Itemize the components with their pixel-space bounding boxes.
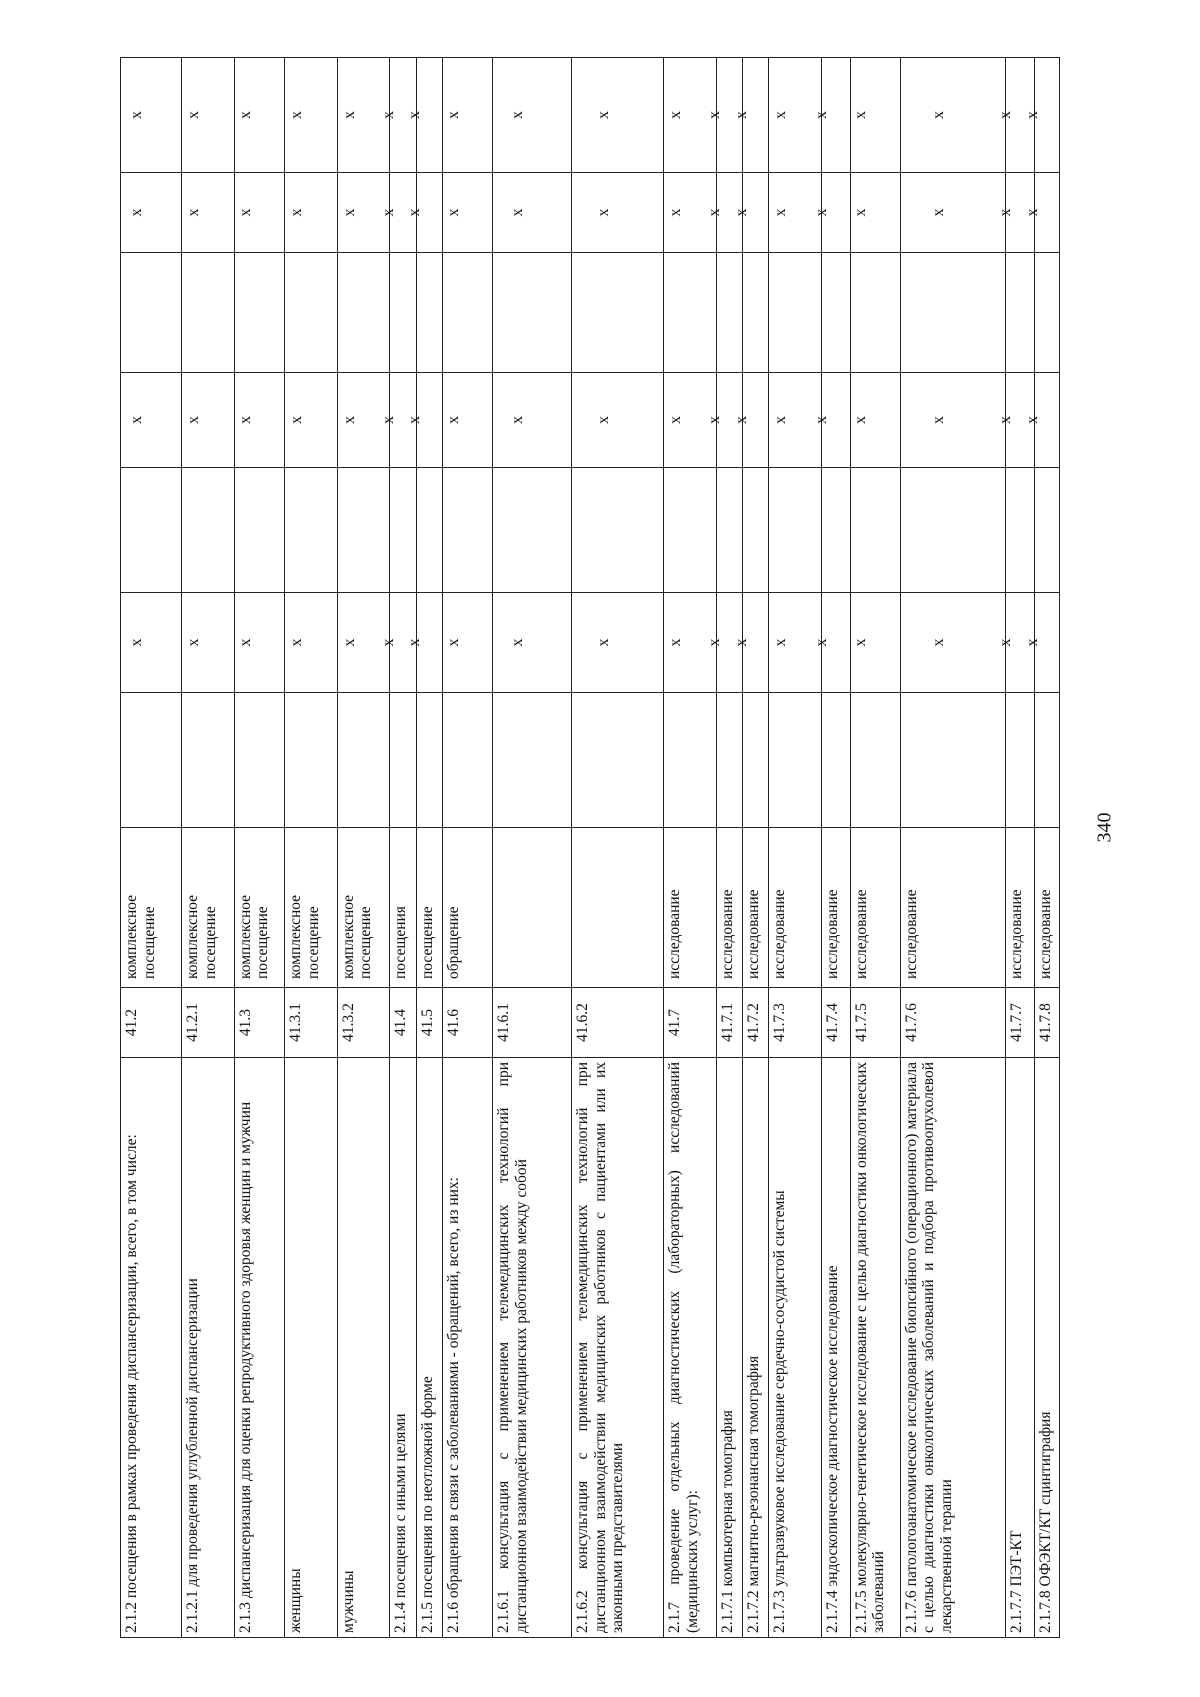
- empty-cell: [822, 693, 850, 828]
- not-applicable-mark-cell: [900, 173, 1005, 253]
- row-unit-cell: исследование: [900, 828, 1005, 988]
- empty-cell: [664, 468, 717, 593]
- table-row: [1006, 58, 1034, 1638]
- not-applicable-mark: x: [185, 111, 203, 119]
- row-code-cell: 41.7.2: [743, 988, 769, 1058]
- row-code-cell: 41.2: [121, 988, 182, 1058]
- not-applicable-mark-cell: [406, 593, 442, 693]
- not-applicable-mark: x: [444, 111, 462, 119]
- row-unit-cell: обращение: [443, 828, 493, 988]
- not-applicable-mark: x: [380, 111, 398, 119]
- empty-cell: [900, 253, 1005, 373]
- row-unit-cell: [493, 828, 572, 988]
- not-applicable-mark-cell: [443, 373, 493, 468]
- not-applicable-mark: x: [732, 416, 750, 424]
- row-name-cell: 2.1.4 посещения с иными целями: [390, 1058, 416, 1638]
- row-name-cell: 2.1.6.1 консультация с применением телемедицинских технологий при дистанционном взаимодействии медицинских работников между собой: [493, 1058, 572, 1638]
- not-applicable-mark: x: [852, 111, 870, 119]
- row-unit-cell: комплексное посещение: [337, 828, 390, 988]
- not-applicable-mark: x: [732, 111, 750, 119]
- not-applicable-mark-cell: [234, 58, 284, 173]
- not-applicable-mark: x: [594, 416, 612, 424]
- not-applicable-mark: x: [996, 416, 1014, 424]
- row-code-cell: 41.7.1: [716, 988, 742, 1058]
- table-row: [900, 58, 1005, 1638]
- empty-cell: [121, 693, 182, 828]
- not-applicable-mark: x: [812, 208, 830, 217]
- page-number: 340: [1093, 812, 1116, 843]
- table-row: [850, 58, 900, 1638]
- row-code-cell: 41.7.8: [1034, 988, 1059, 1058]
- empty-cell: [390, 253, 416, 373]
- not-applicable-mark: x: [509, 208, 527, 217]
- row-code-cell: 41.4: [390, 988, 416, 1058]
- empty-cell: [443, 253, 493, 373]
- row-name-cell: 2.1.2 посещения в рамках проведения диспансеризации, всего, в том числе:: [121, 1058, 182, 1638]
- not-applicable-mark-cell: [812, 58, 850, 173]
- not-applicable-mark-cell: [732, 373, 769, 468]
- row-name-cell: женщины: [285, 1058, 338, 1638]
- not-applicable-mark-cell: [182, 373, 235, 468]
- empty-cell: [769, 693, 822, 828]
- not-applicable-mark: x: [288, 208, 306, 217]
- not-applicable-mark: x: [812, 111, 830, 119]
- empty-cell: [443, 693, 493, 828]
- row-code-cell: 41.7.6: [900, 988, 1005, 1058]
- table-row: [1034, 58, 1059, 1638]
- not-applicable-mark-cell: [285, 373, 338, 468]
- not-applicable-mark: x: [288, 111, 306, 119]
- table-row: [182, 58, 235, 1638]
- not-applicable-mark-cell: [900, 373, 1005, 468]
- row-unit-cell: посещение: [416, 828, 442, 988]
- row-code-cell: 41.3.1: [285, 988, 338, 1058]
- not-applicable-mark-cell: [812, 593, 850, 693]
- empty-cell: [493, 468, 572, 593]
- not-applicable-mark: x: [236, 111, 254, 119]
- not-applicable-mark-cell: [850, 173, 900, 253]
- not-applicable-mark: x: [706, 638, 724, 647]
- empty-cell: [743, 693, 769, 828]
- not-applicable-mark-cell: [1023, 593, 1059, 693]
- row-code-cell: 41.6: [443, 988, 493, 1058]
- empty-cell: [337, 693, 390, 828]
- not-applicable-mark: x: [732, 638, 750, 647]
- data-table: [120, 57, 1060, 1638]
- not-applicable-mark-cell: [1023, 58, 1059, 173]
- not-applicable-mark: x: [380, 208, 398, 217]
- not-applicable-mark: x: [732, 208, 750, 217]
- row-name-cell: 2.1.7.7 ПЭТ-КТ: [1006, 1058, 1034, 1638]
- not-applicable-mark: x: [852, 638, 870, 647]
- not-applicable-mark-cell: [285, 58, 338, 173]
- empty-cell: [822, 468, 850, 593]
- not-applicable-mark: x: [772, 111, 790, 119]
- not-applicable-mark: x: [772, 416, 790, 424]
- table-row: [390, 58, 416, 1638]
- row-name-cell: 2.1.7.6 патологоанатомическое исследование биопсийного (операционного) материала с целью диагностики онкологических заболеваний и подбора противоопухолевой лекарственной терапии: [900, 1058, 1005, 1638]
- not-applicable-mark-cell: [493, 373, 572, 468]
- not-applicable-mark: x: [288, 416, 306, 424]
- row-name-cell: 2.1.7.2 магнитно-резонансная томография: [743, 1058, 769, 1638]
- not-applicable-mark: x: [594, 638, 612, 647]
- not-applicable-mark-cell: [1023, 373, 1059, 468]
- row-unit-cell: исследование: [743, 828, 769, 988]
- row-unit-cell: исследование: [716, 828, 742, 988]
- row-unit-cell: комплексное посещение: [234, 828, 284, 988]
- not-applicable-mark: x: [444, 638, 462, 647]
- not-applicable-mark-cell: [406, 58, 442, 173]
- empty-cell: [769, 253, 822, 373]
- not-applicable-mark-cell: [900, 58, 1005, 173]
- not-applicable-mark: x: [929, 208, 947, 217]
- empty-cell: [182, 693, 235, 828]
- row-name-cell: 2.1.3 диспансеризация для оценки репродуктивного здоровья женщин и мужчин: [234, 1058, 284, 1638]
- not-applicable-mark: x: [1023, 416, 1041, 424]
- row-unit-cell: исследование: [769, 828, 822, 988]
- not-applicable-mark: x: [706, 416, 724, 424]
- not-applicable-mark-cell: [234, 373, 284, 468]
- not-applicable-mark-cell: [812, 373, 850, 468]
- not-applicable-mark: x: [929, 111, 947, 119]
- not-applicable-mark: x: [406, 208, 424, 217]
- not-applicable-mark-cell: [285, 173, 338, 253]
- row-unit-cell: комплексное посещение: [182, 828, 235, 988]
- empty-cell: [1006, 253, 1034, 373]
- table-row: [822, 58, 850, 1638]
- row-code-cell: 41.3.2: [337, 988, 390, 1058]
- row-unit-cell: исследование: [822, 828, 850, 988]
- empty-cell: [285, 693, 338, 828]
- not-applicable-mark: x: [236, 416, 254, 424]
- row-code-cell: 41.2.1: [182, 988, 235, 1058]
- empty-cell: [850, 693, 900, 828]
- not-applicable-mark: x: [929, 638, 947, 647]
- table-row: [443, 58, 493, 1638]
- not-applicable-mark: x: [772, 638, 790, 647]
- row-name-cell: 2.1.7.1 компьютерная томография: [716, 1058, 742, 1638]
- empty-cell: [716, 693, 742, 828]
- not-applicable-mark: x: [509, 416, 527, 424]
- not-applicable-mark: x: [1023, 111, 1041, 119]
- not-applicable-mark-cell: [572, 173, 664, 253]
- row-name-cell: 2.1.5 посещения по неотложной форме: [416, 1058, 442, 1638]
- row-name-cell: 2.1.7.3 ультразвуковое исследование сердечно-сосудистой системы: [769, 1058, 822, 1638]
- table-row: [234, 58, 284, 1638]
- rotated-page: [120, 58, 1060, 1638]
- not-applicable-mark: x: [444, 416, 462, 424]
- not-applicable-mark: x: [594, 111, 612, 119]
- not-applicable-mark: x: [1023, 208, 1041, 217]
- not-applicable-mark-cell: [121, 58, 182, 173]
- row-unit-cell: [572, 828, 664, 988]
- empty-cell: [337, 468, 390, 593]
- table-row: [337, 58, 390, 1638]
- not-applicable-mark-cell: [732, 173, 769, 253]
- not-applicable-mark-cell: [900, 593, 1005, 693]
- not-applicable-mark-cell: [493, 173, 572, 253]
- not-applicable-mark: x: [288, 638, 306, 647]
- not-applicable-mark-cell: [182, 173, 235, 253]
- table-row: [743, 58, 769, 1638]
- empty-cell: [769, 468, 822, 593]
- empty-cell: [416, 253, 442, 373]
- not-applicable-mark: x: [772, 208, 790, 217]
- not-applicable-mark: x: [128, 111, 146, 119]
- not-applicable-mark-cell: [182, 58, 235, 173]
- empty-cell: [285, 253, 338, 373]
- empty-cell: [234, 468, 284, 593]
- row-code-cell: 41.7.5: [850, 988, 900, 1058]
- not-applicable-mark: x: [128, 208, 146, 217]
- empty-cell: [822, 253, 850, 373]
- row-code-cell: 41.3: [234, 988, 284, 1058]
- not-applicable-mark-cell: [493, 58, 572, 173]
- table-row: [416, 58, 442, 1638]
- row-name-cell: 2.1.6.2 консультация с применением телемедицинских технологий при дистанционном взаимодействии медицинских работников с пациентами или их законными представителями: [572, 1058, 664, 1638]
- empty-cell: [743, 468, 769, 593]
- not-applicable-mark: x: [380, 416, 398, 424]
- table-row: [769, 58, 822, 1638]
- not-applicable-mark: x: [852, 416, 870, 424]
- row-unit-cell: исследование: [850, 828, 900, 988]
- row-code-cell: 41.7.3: [769, 988, 822, 1058]
- empty-cell: [493, 693, 572, 828]
- not-applicable-mark-cell: [406, 373, 442, 468]
- empty-cell: [664, 253, 717, 373]
- empty-cell: [664, 693, 717, 828]
- empty-cell: [900, 693, 1005, 828]
- row-unit-cell: комплексное посещение: [285, 828, 338, 988]
- empty-cell: [390, 468, 416, 593]
- row-code-cell: 41.6.1: [493, 988, 572, 1058]
- table-row: [493, 58, 572, 1638]
- not-applicable-mark: x: [406, 111, 424, 119]
- empty-cell: [182, 253, 235, 373]
- row-name-cell: 2.1.6 обращения в связи с заболеваниями - обращений, всего, из них:: [443, 1058, 493, 1638]
- not-applicable-mark: x: [380, 638, 398, 647]
- table-row: [121, 58, 182, 1638]
- empty-cell: [572, 693, 664, 828]
- not-applicable-mark: x: [406, 638, 424, 647]
- not-applicable-mark-cell: [850, 593, 900, 693]
- row-name-cell: 2.1.7.4 эндоскопическое диагностическое исследование: [822, 1058, 850, 1638]
- table-row: [664, 58, 717, 1638]
- not-applicable-mark: x: [128, 638, 146, 647]
- row-name-cell: мужчины: [337, 1058, 390, 1638]
- row-name-cell: 2.1.7.5 молекулярно-генетическое исследование с целью диагностики онкологических заболеваний: [850, 1058, 900, 1638]
- empty-cell: [743, 253, 769, 373]
- not-applicable-mark: x: [667, 638, 685, 647]
- not-applicable-mark: x: [236, 208, 254, 217]
- row-code-cell: 41.5: [416, 988, 442, 1058]
- row-name-cell: 2.1.7 проведение отдельных диагностических (лабораторных) исследований (медицинских услуг):: [664, 1058, 717, 1638]
- empty-cell: [1034, 693, 1059, 828]
- empty-cell: [390, 693, 416, 828]
- not-applicable-mark: x: [236, 638, 254, 647]
- not-applicable-mark-cell: [1023, 173, 1059, 253]
- not-applicable-mark: x: [185, 638, 203, 647]
- not-applicable-mark: x: [185, 208, 203, 217]
- not-applicable-mark: x: [128, 416, 146, 424]
- not-applicable-mark-cell: [572, 58, 664, 173]
- row-unit-cell: исследование: [664, 828, 717, 988]
- not-applicable-mark: x: [406, 416, 424, 424]
- empty-cell: [1006, 693, 1034, 828]
- empty-cell: [285, 468, 338, 593]
- not-applicable-mark-cell: [732, 593, 769, 693]
- not-applicable-mark-cell: [812, 173, 850, 253]
- empty-cell: [337, 253, 390, 373]
- row-code-cell: 41.7: [664, 988, 717, 1058]
- not-applicable-mark-cell: [285, 593, 338, 693]
- not-applicable-mark-cell: [121, 593, 182, 693]
- not-applicable-mark-cell: [493, 593, 572, 693]
- not-applicable-mark: x: [340, 638, 358, 647]
- empty-cell: [416, 468, 442, 593]
- row-name-cell: 2.1.2.1 для проведения углубленной диспансеризации: [182, 1058, 235, 1638]
- not-applicable-mark: x: [667, 416, 685, 424]
- table-row: [285, 58, 338, 1638]
- row-code-cell: 41.6.2: [572, 988, 664, 1058]
- not-applicable-mark: x: [667, 111, 685, 119]
- empty-cell: [716, 253, 742, 373]
- not-applicable-mark-cell: [572, 373, 664, 468]
- empty-cell: [1034, 468, 1059, 593]
- not-applicable-mark: x: [667, 208, 685, 217]
- not-applicable-mark: x: [812, 638, 830, 647]
- empty-cell: [1034, 253, 1059, 373]
- empty-cell: [850, 253, 900, 373]
- not-applicable-mark: x: [509, 111, 527, 119]
- not-applicable-mark: x: [852, 208, 870, 217]
- not-applicable-mark: x: [340, 416, 358, 424]
- not-applicable-mark: x: [444, 208, 462, 217]
- not-applicable-mark: x: [509, 638, 527, 647]
- empty-cell: [572, 468, 664, 593]
- row-unit-cell: посещения: [390, 828, 416, 988]
- empty-cell: [1006, 468, 1034, 593]
- not-applicable-mark-cell: [850, 58, 900, 173]
- empty-cell: [716, 468, 742, 593]
- empty-cell: [572, 253, 664, 373]
- not-applicable-mark: x: [340, 208, 358, 217]
- not-applicable-mark-cell: [234, 593, 284, 693]
- not-applicable-mark: x: [706, 208, 724, 217]
- empty-cell: [493, 253, 572, 373]
- table-row: [572, 58, 664, 1638]
- row-name-cell: 2.1.7.8 ОФЭКТ/КТ сцинтиграфия: [1034, 1058, 1059, 1638]
- row-code-cell: 41.7.4: [822, 988, 850, 1058]
- not-applicable-mark-cell: [443, 173, 493, 253]
- empty-cell: [416, 693, 442, 828]
- row-unit-cell: исследование: [1034, 828, 1059, 988]
- row-unit-cell: исследование: [1006, 828, 1034, 988]
- not-applicable-mark: x: [996, 638, 1014, 647]
- not-applicable-mark: x: [996, 111, 1014, 119]
- empty-cell: [234, 253, 284, 373]
- not-applicable-mark-cell: [850, 373, 900, 468]
- empty-cell: [234, 693, 284, 828]
- not-applicable-mark-cell: [572, 593, 664, 693]
- table-row: [716, 58, 742, 1638]
- empty-cell: [900, 468, 1005, 593]
- not-applicable-mark: x: [594, 208, 612, 217]
- not-applicable-mark-cell: [732, 58, 769, 173]
- not-applicable-mark: x: [340, 111, 358, 119]
- not-applicable-mark: x: [812, 416, 830, 424]
- not-applicable-mark: x: [185, 416, 203, 424]
- not-applicable-mark-cell: [182, 593, 235, 693]
- not-applicable-mark-cell: [121, 373, 182, 468]
- empty-cell: [121, 253, 182, 373]
- not-applicable-mark-cell: [121, 173, 182, 253]
- not-applicable-mark-cell: [443, 58, 493, 173]
- not-applicable-mark-cell: [443, 593, 493, 693]
- row-code-cell: 41.7.7: [1006, 988, 1034, 1058]
- empty-cell: [121, 468, 182, 593]
- not-applicable-mark: x: [706, 111, 724, 119]
- not-applicable-mark-cell: [234, 173, 284, 253]
- empty-cell: [850, 468, 900, 593]
- not-applicable-mark: x: [996, 208, 1014, 217]
- not-applicable-mark: x: [929, 416, 947, 424]
- empty-cell: [443, 468, 493, 593]
- row-unit-cell: комплексное посещение: [121, 828, 182, 988]
- not-applicable-mark-cell: [406, 173, 442, 253]
- empty-cell: [182, 468, 235, 593]
- not-applicable-mark: x: [1023, 638, 1041, 647]
